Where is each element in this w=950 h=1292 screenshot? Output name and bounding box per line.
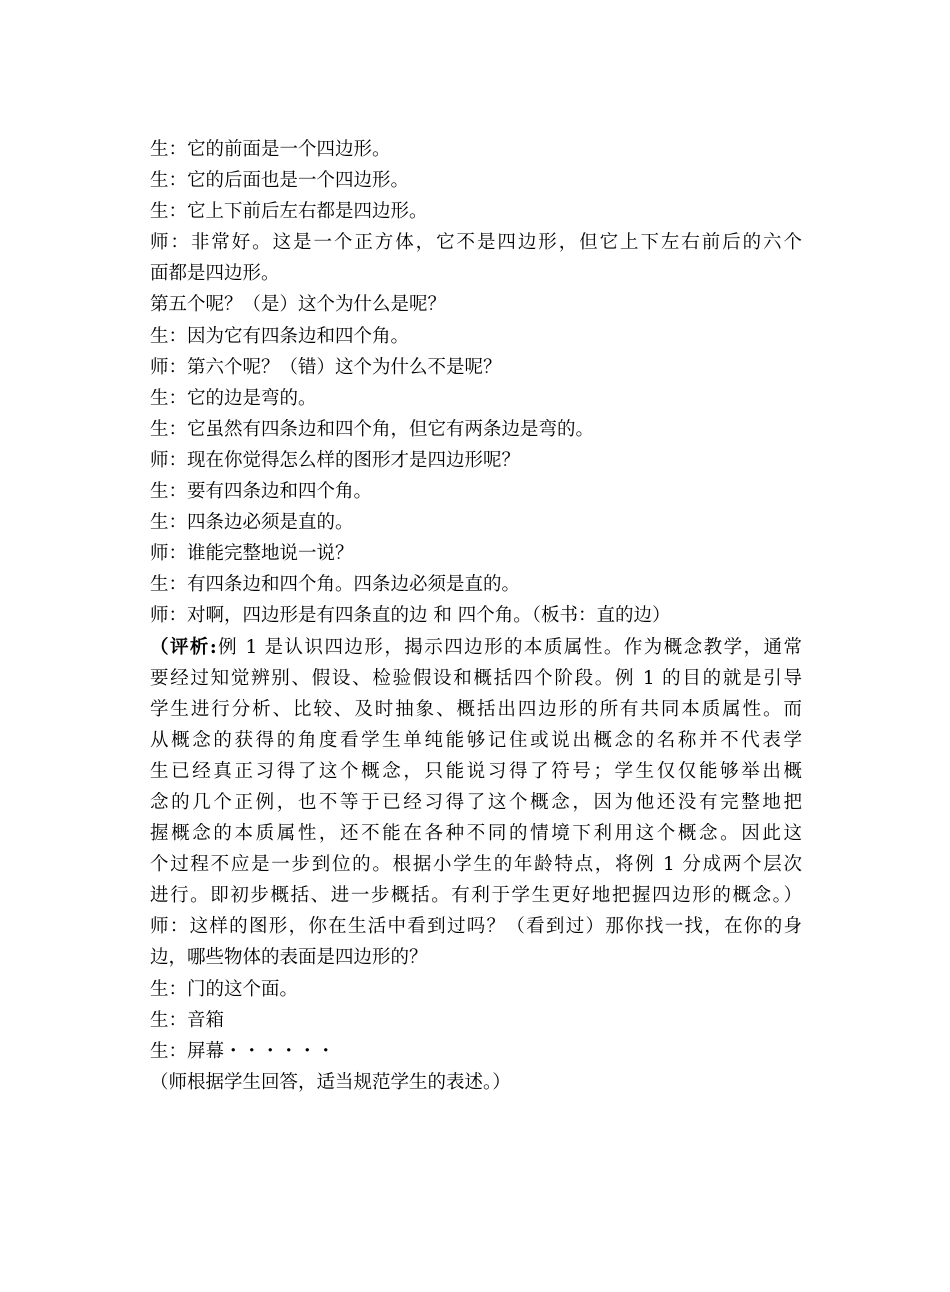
dialogue-line: 师：非常好。这是一个正方体，它不是四边形，但它上下左右前后的六个 — [150, 232, 802, 254]
comment-line: 生已经真正习得了这个概念，只能说习得了符号；学生仅仅能够举出概 — [150, 760, 802, 782]
closing-note: （师根据学生回答，适当规范学生的表述。） — [150, 1071, 511, 1093]
dialogue-line: 生：它的边是弯的。 — [150, 387, 317, 409]
dialogue-line: 师：这样的图形，你在生活中看到过吗？（看到过）那你找一找，在你的身 — [150, 916, 802, 938]
dialogue-line: 生：它的后面也是一个四边形。 — [150, 170, 410, 192]
dialogue-line: 师：第六个呢？（错）这个为什么不是呢？ — [150, 356, 502, 378]
dialogue-line: 生：它虽然有四条边和四个角，但它有两条边是弯的。 — [150, 418, 595, 440]
dialogue-line: 生：它的前面是一个四边形。 — [150, 139, 391, 160]
dialogue-line: 师：谁能完整地说一说？ — [150, 543, 354, 565]
comment-line: 念的几个正例，也不等于已经习得了这个概念，因为他还没有完整地把 — [150, 791, 802, 813]
dialogue-line: 生：音箱 — [150, 1009, 225, 1031]
dialogue-line: 生：因为它有四条边和四个角。 — [150, 325, 410, 347]
comment-line: 学生进行分析、比较、及时抽象、概括出四边形的所有共同本质属性。而 — [150, 698, 802, 720]
dialogue-line: 师：现在你觉得怎么样的图形才是四边形呢？ — [150, 449, 521, 471]
dialogue-line: 边，哪些物体的表面是四边形的？ — [150, 947, 428, 969]
dialogue-line: 师：对啊，四边形是有四条直的边 和 四个角。（板书：直的边） — [150, 605, 671, 627]
dialogue-line: 生：它上下前后左右都是四边形。 — [150, 201, 428, 223]
comment-line: 从概念的获得的角度看学生单纯能够记住或说出概念的名称并不代表学 — [150, 729, 802, 751]
dialogue-line: 第五个呢？（是）这个为什么是呢？ — [150, 294, 447, 316]
comment-line: 进行。即初步概括、进一步概括。有利于学生更好地把握四边形的概念。） — [150, 885, 802, 907]
dialogue-line: 生：门的这个面。 — [150, 978, 299, 1000]
dialogue-line: 生：要有四条边和四个角。 — [150, 481, 373, 503]
comment-line: 个过程不应是一步到位的。根据小学生的年龄特点，将例 1 分成两个层次 — [150, 854, 802, 876]
dialogue-line: 生：有四条边和四个角。四条边必须是直的。 — [150, 574, 521, 596]
dialogue-line: 生：屏幕・・・・・・ — [150, 1040, 336, 1062]
comment-line: 握概念的本质属性，还不能在各种不同的情境下利用这个概念。因此这 — [150, 823, 802, 845]
comment-label: （评析: — [150, 636, 217, 658]
comment-line: 要经过知觉辨别、假设、检验假设和概括四个阶段。例 1 的目的就是引导 — [150, 667, 802, 689]
comment-first-line-text: 例 1 是认识四边形，揭示四边形的本质属性。作为概念教学，通常 — [216, 636, 802, 658]
dialogue-line: 面都是四边形。 — [150, 263, 280, 285]
dialogue-line: 生：四条边必须是直的。 — [150, 512, 354, 534]
comment-first-line — [150, 632, 802, 663]
document-body — [150, 134, 802, 1098]
